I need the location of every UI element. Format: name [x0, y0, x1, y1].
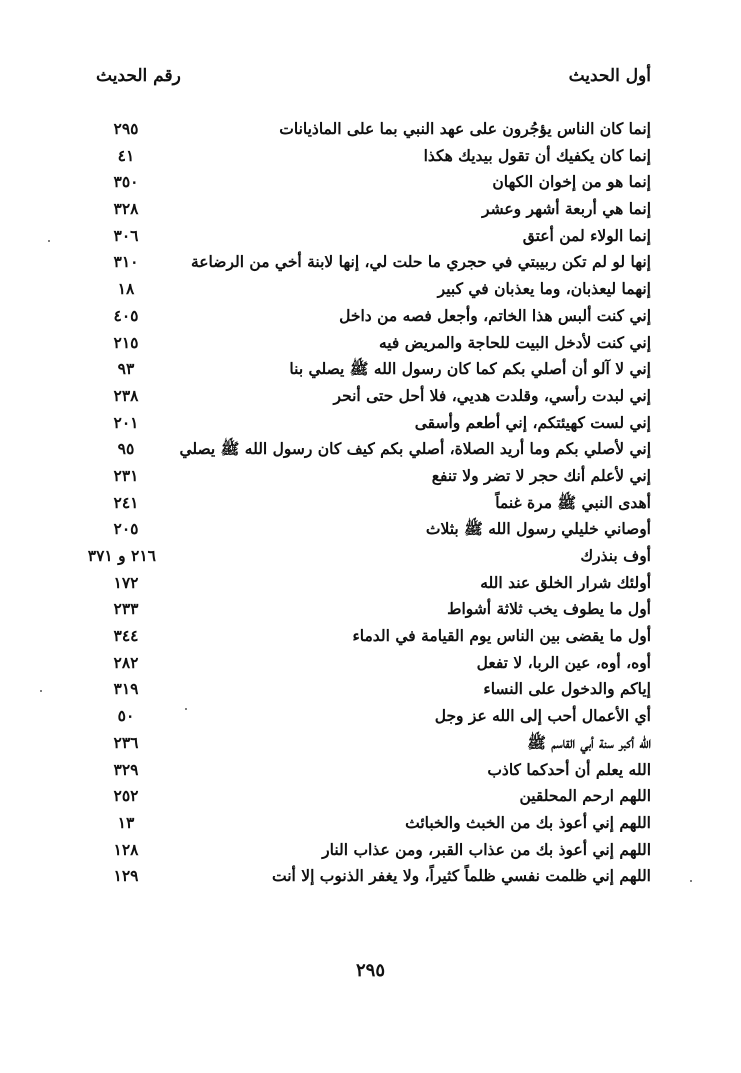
hadith-opening-text: اللهم إني ظلمت نفسي ظلماً كثيراً، ولا يغفر الذنوب إلا أنت	[272, 866, 651, 886]
hadith-opening-text: أي الأعمال أحب إلى الله عز وجل	[434, 706, 651, 726]
index-row	[96, 223, 651, 250]
hadith-opening-text: إنها لو لم تكن ربيبتي في حجري ما حلت لي، إنها لابنة أخي من الرضاعة	[191, 252, 651, 272]
index-row	[96, 703, 651, 730]
hadith-number: ٣٠٦	[113, 225, 139, 245]
hadith-number: ٢٩٥	[113, 119, 139, 138]
hadith-opening-text: الله يعلم أن أحدكما كاذب	[487, 759, 651, 779]
hadith-index-list	[87, 116, 651, 890]
hadith-number: ٣١٩	[113, 679, 139, 699]
hadith-number: ٩٥	[117, 439, 135, 459]
index-row	[96, 757, 651, 784]
index-row	[96, 143, 651, 170]
hadith-opening-text: إني لأصلي بكم وما أريد الصلاة، أصلي بكم كيف كان رسول الله ﷺ يصلي	[179, 439, 651, 459]
hadith-number: ٣٢٨	[113, 199, 139, 219]
index-row	[96, 330, 651, 357]
hadith-opening-text: الله أكبر سنة أبي القاسم ﷺ	[527, 732, 651, 752]
index-row	[96, 863, 651, 890]
page-number: ٢٩٥	[355, 960, 385, 981]
hadith-number: ٢٣١	[113, 465, 139, 485]
hadith-number: ١٢٨	[113, 839, 139, 859]
hadith-number: ٤١	[117, 145, 135, 165]
scan-speck	[185, 708, 187, 710]
hadith-number: ٣٢٩	[113, 759, 139, 779]
index-row	[96, 303, 651, 330]
hadith-opening-text: أول ما يطوف يخب ثلاثة أشواط	[447, 599, 651, 619]
hadith-opening-text: إني لبدت رأسي، وقلدت هديي، فلا أحل حتى أنحر	[333, 385, 651, 405]
hadith-number: ٢٣٣	[113, 599, 139, 619]
index-row	[96, 196, 651, 223]
index-row	[96, 570, 651, 597]
hadith-number: ١٣	[117, 812, 135, 832]
hadith-number: ١٨	[117, 279, 135, 299]
column-title-hadith-start: أول الحديث	[568, 66, 651, 86]
hadith-number: ٢٨٢	[113, 652, 139, 672]
hadith-opening-text: أول ما يقضى بين الناس يوم القيامة في الدماء	[352, 626, 651, 646]
index-row	[96, 463, 651, 490]
hadith-number: ٩٣	[117, 359, 135, 379]
hadith-opening-text: أولئك شرار الخلق عند الله	[480, 572, 651, 592]
hadith-opening-text: إياكم والدخول على النساء	[483, 679, 651, 699]
hadith-number: ١٧٢	[113, 572, 139, 592]
hadith-number: ١٢٩	[113, 866, 139, 886]
hadith-opening-text: اللهم إني أعوذ بك من عذاب القبر، ومن عذاب النار	[322, 839, 651, 859]
hadith-opening-text: إنما الولاء لمن أعتق	[522, 225, 651, 245]
hadith-opening-text: أوصاني خليلي رسول الله ﷺ بثلاث	[425, 519, 651, 539]
hadith-number: ٢٠٥	[113, 519, 139, 539]
hadith-opening-text: إني كنت لأدخل البيت للحاجة والمريض فيه	[378, 332, 651, 352]
index-row	[96, 650, 651, 677]
hadith-opening-text: إنما كان يكفيك أن تقول بيديك هكذا	[423, 145, 651, 165]
index-row	[96, 276, 651, 303]
hadith-opening-text: إنهما ليعذبان، وما يعذبان في كبير	[437, 279, 651, 299]
index-row	[96, 783, 651, 810]
index-row	[96, 730, 651, 757]
index-row	[96, 676, 651, 703]
index-row	[96, 116, 651, 143]
index-row	[96, 356, 651, 383]
hadith-number: ٢١٦ و ٣٧١	[87, 546, 156, 565]
index-row	[96, 837, 651, 864]
index-row	[96, 810, 651, 837]
hadith-opening-text: إني لا آلو أن أصلي بكم كما كان رسول الله ﷺ يصلي بنا	[289, 359, 651, 379]
page-header	[96, 66, 651, 94]
hadith-number: ٤٠٥	[113, 305, 139, 325]
scan-speck	[48, 240, 50, 242]
index-row	[96, 623, 651, 650]
index-row	[96, 383, 651, 410]
index-row	[96, 436, 651, 463]
index-row	[96, 410, 651, 437]
index-row	[96, 169, 651, 196]
hadith-opening-text: اللهم ارحم المحلقين	[519, 786, 651, 806]
hadith-number: ٣١٠	[113, 252, 139, 272]
hadith-opening-text: إنما هي أربعة أشهر وعشر	[482, 199, 651, 219]
hadith-number: ٢١٥	[113, 332, 139, 352]
hadith-number: ٣٥٠	[113, 172, 139, 192]
hadith-opening-text: إني لست كهيئتكم، إني أطعم وأسقى	[414, 412, 651, 432]
hadith-number: ٣٤٤	[113, 626, 139, 646]
column-title-hadith-number: رقم الحديث	[96, 66, 181, 86]
hadith-opening-text: إنما كان الناس يؤجُرون على عهد النبي بما على الماذيانات	[279, 119, 651, 138]
hadith-number: ٢٣٦	[113, 732, 139, 752]
hadith-opening-text: إنما هو من إخوان الكهان	[492, 172, 651, 192]
hadith-opening-text: إني لأعلم أنك حجر لا تضر ولا تنفع	[431, 465, 651, 485]
index-row	[96, 596, 651, 623]
index-row	[96, 490, 651, 517]
hadith-opening-text: أوه، أوه، عين الربا، لا تفعل	[476, 652, 651, 672]
hadith-opening-text: إني كنت ألبس هذا الخاتم، وأجعل فصه من داخل	[339, 305, 651, 325]
index-row	[96, 249, 651, 276]
hadith-number: ٢٠١	[113, 412, 139, 432]
hadith-number: ٢٣٨	[113, 385, 139, 405]
index-row	[87, 543, 651, 570]
hadith-number: ٢٤١	[113, 492, 139, 512]
hadith-opening-text: أوف بنذرك	[580, 546, 651, 565]
hadith-number: ٢٥٢	[113, 786, 139, 806]
scan-speck	[690, 880, 692, 882]
hadith-opening-text: أهدى النبي ﷺ مرة غنماً	[495, 492, 651, 512]
hadith-number: ٥٠	[117, 706, 135, 726]
index-row	[96, 516, 651, 543]
scan-speck	[40, 690, 42, 692]
hadith-opening-text: اللهم إني أعوذ بك من الخبث والخبائث	[405, 812, 651, 832]
